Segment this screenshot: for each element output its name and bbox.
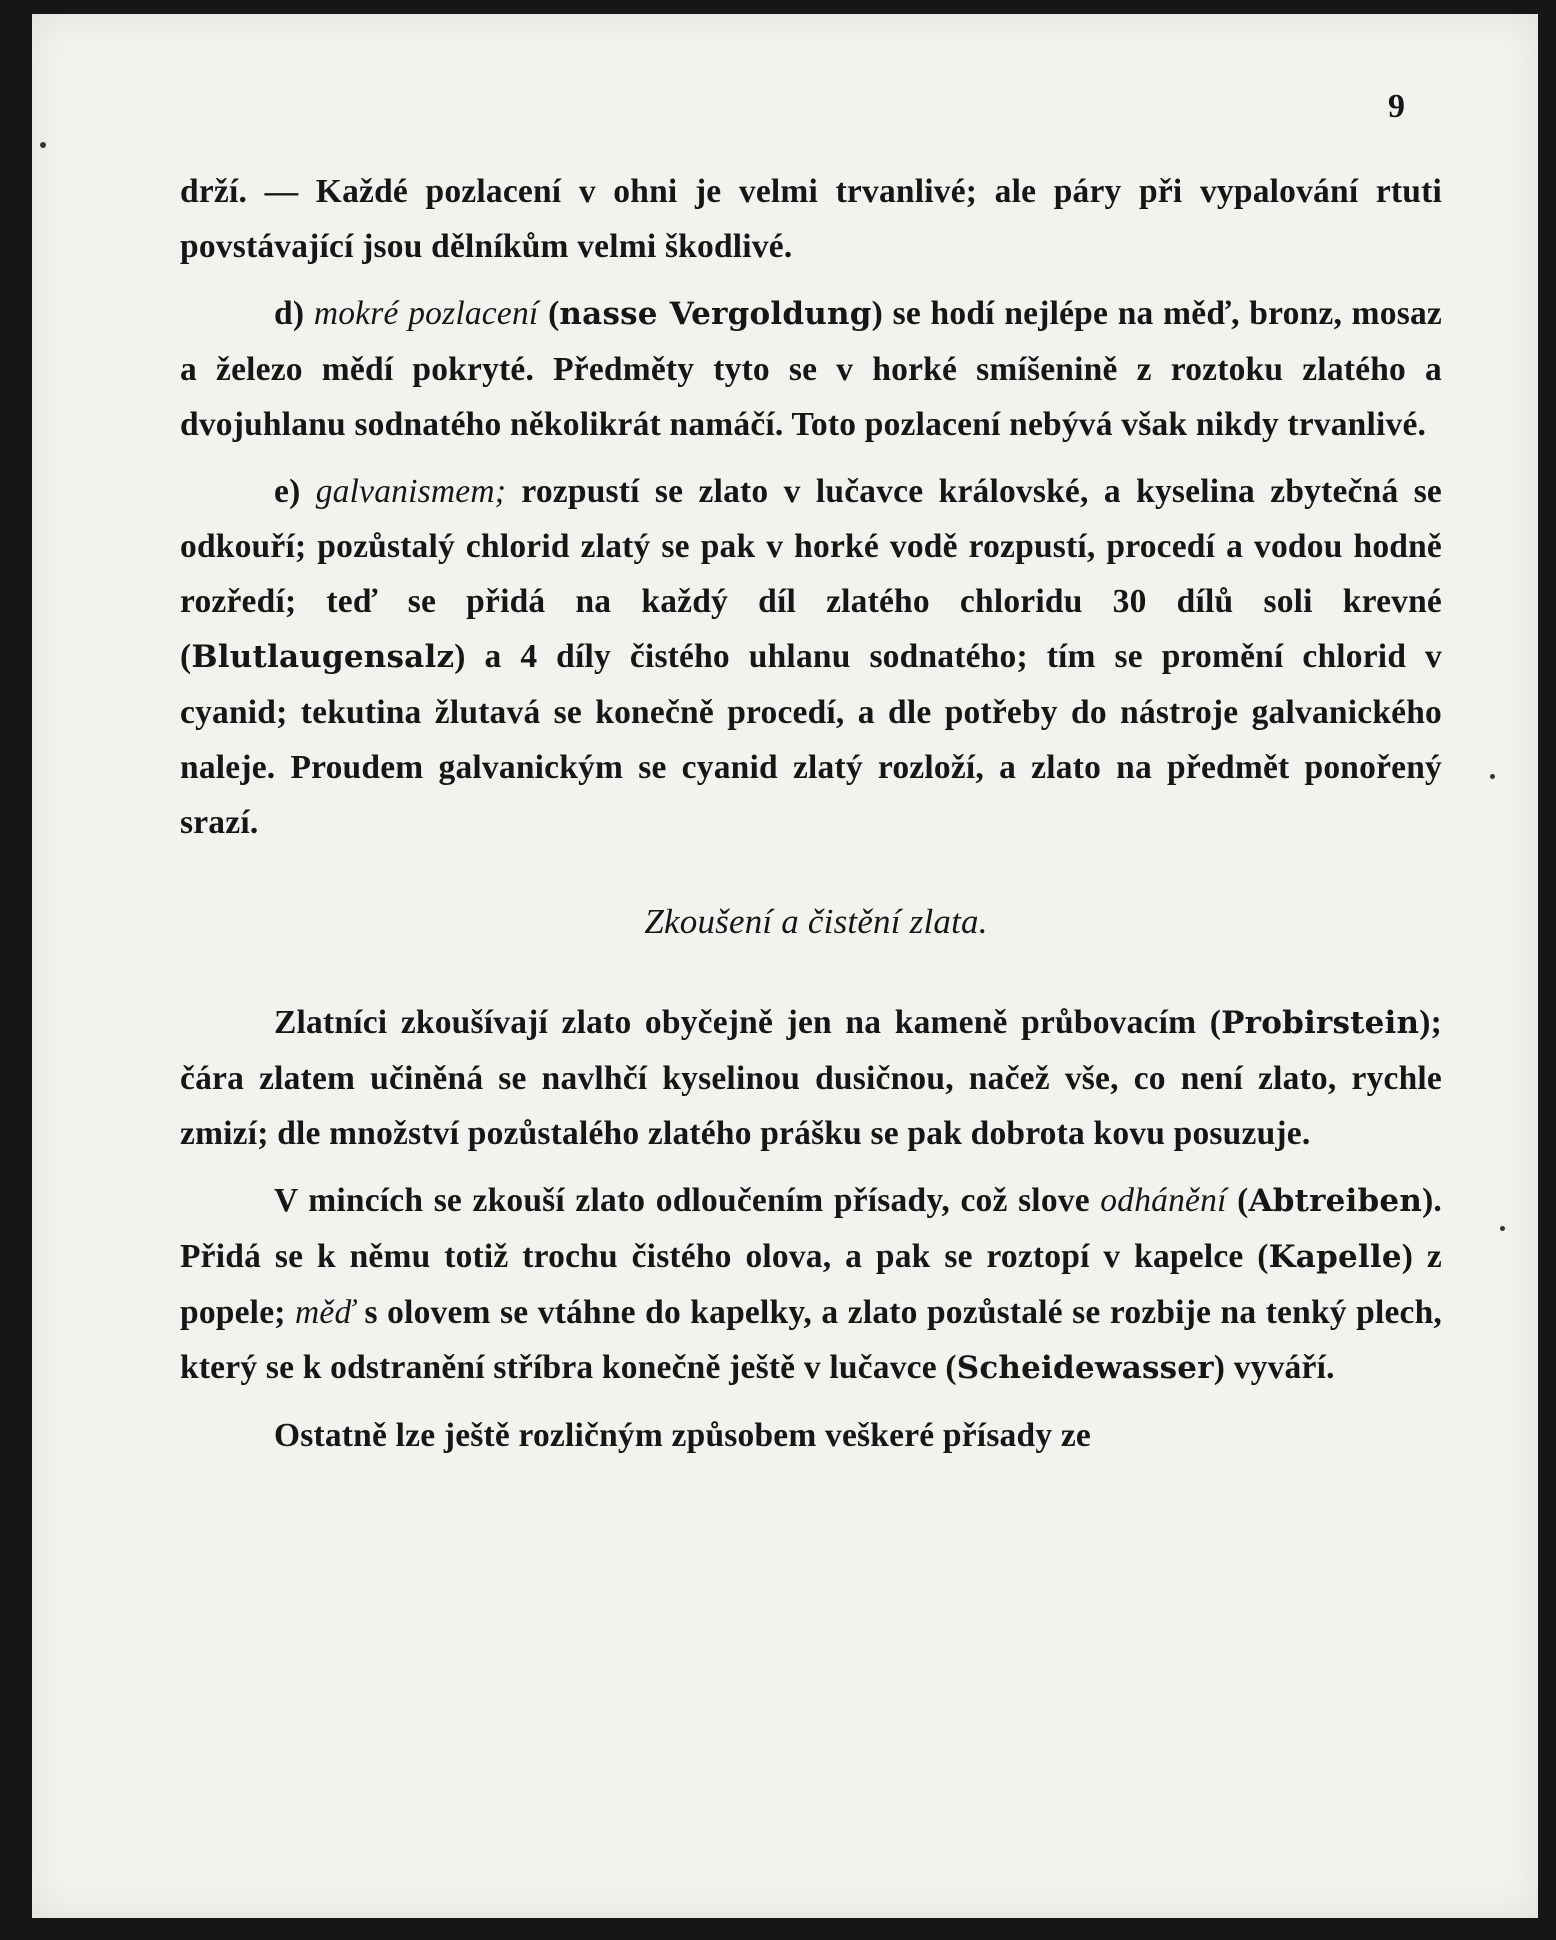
scan-speck xyxy=(40,142,46,148)
paragraph-1-text: drží. — Každé pozlacení v ohni je velmi trvanlivé; ale páry při vypalování rtuti povstávající jsou dělníkům velmi škodlivé. xyxy=(180,173,1442,265)
term-mokre-pozlaceni: mokré pozlacení xyxy=(313,295,539,332)
german-term: Abtreiben xyxy=(1248,1183,1423,1219)
term-odhaneni: odhánění xyxy=(1100,1182,1227,1219)
german-term: Probirstein xyxy=(1221,1005,1420,1041)
term-galvanismem: galvanismem; xyxy=(315,473,507,510)
paren-open: ( xyxy=(1237,1182,1249,1219)
scan-speck xyxy=(1490,774,1495,779)
paragraph-1 xyxy=(180,164,1442,274)
term-med: měď xyxy=(295,1294,356,1331)
paragraph-touchstone xyxy=(180,995,1442,1161)
paragraph-coins-text-d: s olovem se vtáhne do kapelky, a zlato pozůstalé se rozbije na tenký plech, který se k odstranění stříbra konečně ještě v lučavce ( xyxy=(180,1294,1443,1386)
paragraph-e-text-a: rozpustí se zlato v lučavce královské, a kyselina zbytečná se odkouří; pozůstalý chlorid zlatý se pak v horké vodě rozpustí, procedí a vodou hodně rozředí; teď se přidá na každý díl zlatého chloridu 30 dílů soli krevné ( xyxy=(180,473,1443,675)
paragraph-d-text: ) se hodí nejlépe na měď, bronz, mosaz a železo mědí pokryté. Předměty tyto se v horké smíšenině z roztoku zlatého a dvojuhlanu sodnatého několikrát namáčí. Toto pozlacení nebývá však nikdy trvanlivé. xyxy=(180,295,1442,443)
paren-open: ( xyxy=(548,295,560,332)
section-heading: Zkoušení a čistění zlata. xyxy=(644,902,988,941)
paragraph-e-text-b: ) a 4 díly čistého uhlanu sodnatého; tím se promění chlorid v cyanid; tekutina žlutavá se konečně procedí, a dle potřeby do nástroje galvanického naleje. Proudem galvanickým se cyanid zlatý rozloží, a zlato na předmět ponořený srazí. xyxy=(180,638,1442,841)
paragraph-coins-text-b: ). Přidá se k němu totiž trochu čistého olova, a pak se roztopí v kapelce ( xyxy=(180,1182,1442,1275)
book-page xyxy=(32,14,1538,1918)
german-term: Kapelle xyxy=(1268,1239,1402,1275)
paragraph-touchstone-text-a: Zlatníci zkoušívají zlato obyčejně jen na kameně průbovacím ( xyxy=(274,1004,1222,1041)
list-marker-e: e) xyxy=(274,473,301,510)
paragraph-coins xyxy=(180,1173,1442,1396)
paragraph-coins-text-e: ) vyváří. xyxy=(1213,1349,1335,1386)
german-term: nasse Vergoldung xyxy=(559,296,872,332)
scan-speck xyxy=(1500,1226,1505,1231)
paragraph-last: Ostatně lze ještě rozličným způsobem veškeré přísady ze xyxy=(274,1417,1091,1454)
body-text xyxy=(180,164,1442,1475)
paragraph-coins-text-a: V mincích se zkouší zlato odloučením přísady, což slove xyxy=(274,1182,1090,1219)
german-term: Blutlaugensalz xyxy=(191,639,455,675)
paragraph-d-wet-gilding xyxy=(180,286,1442,452)
paragraph-coins-text-c: ) z popele; xyxy=(180,1238,1443,1331)
german-term: Scheidewasser xyxy=(956,1350,1214,1386)
page-number: 9 xyxy=(1388,88,1405,125)
list-marker-d: d) xyxy=(274,295,305,332)
paragraph-touchstone-text-b: ); čára zlatem učiněná se navlhčí kyselinou dusičnou, načež vše, co není zlato, rychle zmizí; dle množství pozůstalého zlatého prášku se pak dobrota kovu posuzuje. xyxy=(180,1004,1442,1152)
paragraph-e-galvanism xyxy=(180,464,1442,850)
